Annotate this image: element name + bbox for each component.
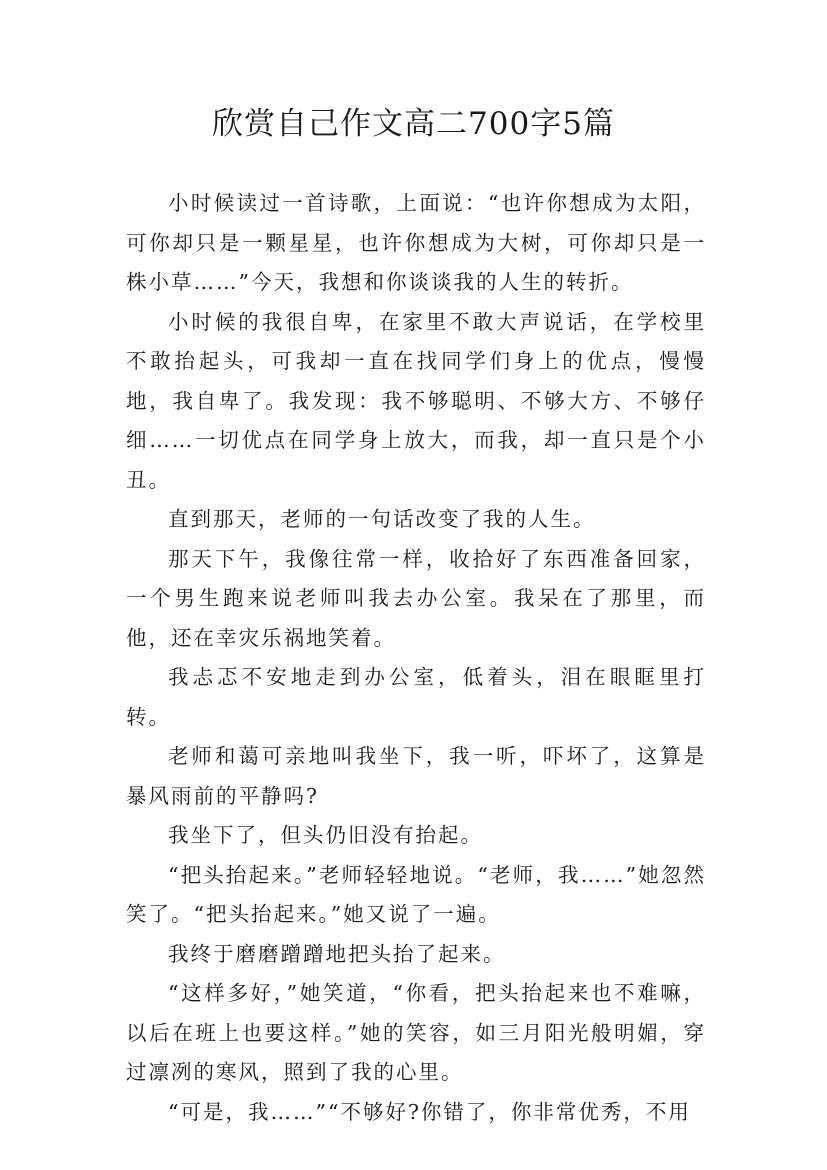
paragraph: 我忐忑不安地走到办公室，低着头，泪在眼眶里打转。 [126,665,706,729]
paragraph: 直到那天，老师的一句话改变了我的人生。 [168,507,596,531]
paragraph: 老师和蔼可亲地叫我坐下，我一听，吓坏了，这算是暴风雨前的平静吗? [126,744,706,808]
document-title: 欣赏自己作文高二700字5篇 [212,106,615,142]
paragraph: “可是，我……”“不够好?你错了，你非常优秀，不用 [168,1099,691,1124]
paragraph: “把头抬起来。”老师轻轻地说。“老师，我……”她忽然笑了。“把头抬起来。”她又说了一遍。 [126,862,706,926]
paragraph: 小时候读过一首诗歌，上面说：“也许你想成为太阳，可你却只是一颗星星，也许你想成为大树，可你却只是一株小草……”今天，我想和你谈谈我的人生的转折。 [126,191,706,294]
paragraph: 我终于磨磨蹭蹭地把头抬了起来。 [168,941,506,966]
paragraph: 小时候的我很自卑，在家里不敢大声说话，在学校里不敢抬起头，可我却一直在找同学们身上的优点，慢慢地，我自卑了。我发现：我不够聪明、不够大方、不够仔细……一切优点在同学身上放大，而我，却一直只是个小丑。 [126,309,706,492]
document-body [126,184,706,1132]
paragraph: “这样多好，”她笑道，“你看，把头抬起来也不难嘛，以后在班上也要这样。”她的笑容，如三月阳光般明媚，穿过凛冽的寒风，照到了我的心里。 [126,981,706,1084]
paragraph: 那天下午，我像往常一样，收拾好了东西准备回家，一个男生跑来说老师叫我去办公室。我呆在了那里，而他，还在幸灾乐祸地笑着。 [126,546,706,650]
paragraph: 我坐下了，但头仍旧没有抬起。 [168,823,483,847]
